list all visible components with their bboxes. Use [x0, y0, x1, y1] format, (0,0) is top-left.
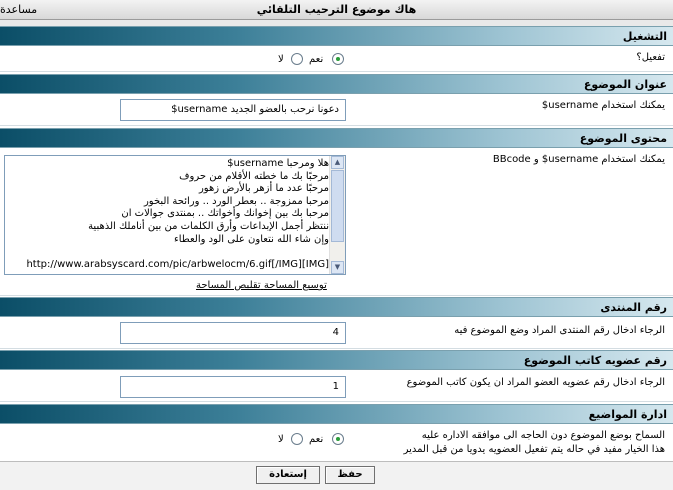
forum-id-input[interactable]: 4 [120, 322, 346, 344]
textarea-resize-links [196, 280, 327, 291]
moderation-no-radio[interactable] [291, 433, 303, 445]
activation-yes-label: نعم [309, 54, 324, 65]
forum-id-row [0, 317, 673, 349]
textarea-line: ننتظر أجمل الإبداعات وأرق الكلمات من بين أناملك الذهبية [88, 220, 329, 232]
textarea-line: هلا ومرحبا username$ [227, 158, 329, 169]
activation-no-radio[interactable] [291, 53, 303, 65]
shrink-area-link[interactable]: تقليص المساحة [196, 280, 261, 291]
textarea-line: [IMG]http://www.arabsyscard.com/pic/arbwelocm/6.gif[/IMG] [26, 258, 329, 270]
activation-row [0, 46, 673, 72]
section-title: التشغيل [622, 30, 667, 43]
scroll-up-icon[interactable]: ▲ [331, 156, 344, 169]
moderation-label-line2: هذا الخيار مفيد في حاله يتم تفعيل العضويه يدويا من قبل المدير [403, 444, 665, 455]
moderation-row [0, 424, 673, 460]
author-id-row [0, 370, 673, 402]
forum-id-label: الرجاء ادخال رقم المنتدى المراد وضع الموضوع فيه [454, 325, 665, 336]
window-title: هاك موضوع الترحيب التلقائي [256, 3, 417, 16]
topic-content-label: يمكنك استخدام username$ و BBcode [492, 154, 665, 165]
section-header-author-id [0, 350, 673, 370]
section-header-topic-title [0, 74, 673, 94]
scroll-thumb[interactable] [331, 170, 344, 242]
section-title: محتوى الموضوع [579, 132, 667, 145]
textarea-line: مرحبًا عدد ما أزهر بالأرض زهور [198, 183, 329, 195]
activation-yes-radio[interactable] [332, 53, 344, 65]
section-title: عنوان الموضوع [583, 78, 667, 91]
section-title: رقم المنتدى [600, 301, 667, 314]
activation-no-label: لا [278, 54, 284, 65]
author-id-input[interactable]: 1 [120, 376, 346, 398]
section-header-activation [0, 26, 673, 46]
textarea-line: وإن شاء الله نتعاون على الود والعطاء [174, 233, 329, 245]
section-header-topic-content [0, 128, 673, 148]
help-link[interactable]: مساعدة [0, 3, 38, 16]
textarea-line [26, 246, 329, 259]
section-header-forum-id [0, 297, 673, 317]
moderation-yes-label: نعم [309, 434, 324, 445]
moderation-yes-radio[interactable] [332, 433, 344, 445]
textarea-line: مرحبًا بك ما خطته الأقلام من حروف [179, 170, 329, 182]
textarea-lines [26, 158, 329, 271]
scroll-down-icon[interactable]: ▼ [331, 261, 344, 274]
expand-area-link[interactable]: توسيع المساحة [263, 280, 327, 291]
textarea-line: مرحبا بك بين إخوانك وأخواتك .. بمنتدى جوالات ان [121, 208, 329, 220]
save-button[interactable]: حفظ [325, 466, 375, 484]
textarea-line: مرحبا ممزوجة .. بعطر الورد .. ورائحة البخور [143, 195, 329, 207]
window-titlebar [0, 0, 673, 20]
reset-button[interactable]: إستعادة [256, 466, 320, 484]
topic-content-textarea[interactable] [4, 155, 346, 275]
section-header-moderation [0, 404, 673, 424]
moderation-label-line1: السماح بوضع الموضوع دون الحاجه الى موافقه الاداره عليه [421, 430, 665, 441]
topic-title-input[interactable]: دعونا نرحب بالعضو الجديد username$ [120, 99, 346, 121]
topic-title-row [0, 94, 673, 126]
section-title: رقم عضويه كاتب الموضوع [523, 354, 667, 367]
moderation-no-label: لا [278, 434, 284, 445]
activation-label: تفعيل؟ [636, 52, 665, 63]
section-title: ادارة المواضيع [588, 408, 667, 421]
author-id-label: الرجاء ادخال رقم عضويه العضو المراد ان يكون كاتب الموضوع [406, 377, 665, 388]
textarea-scrollbar[interactable] [329, 156, 345, 274]
topic-title-label: يمكنك استخدام username$ [541, 100, 665, 111]
